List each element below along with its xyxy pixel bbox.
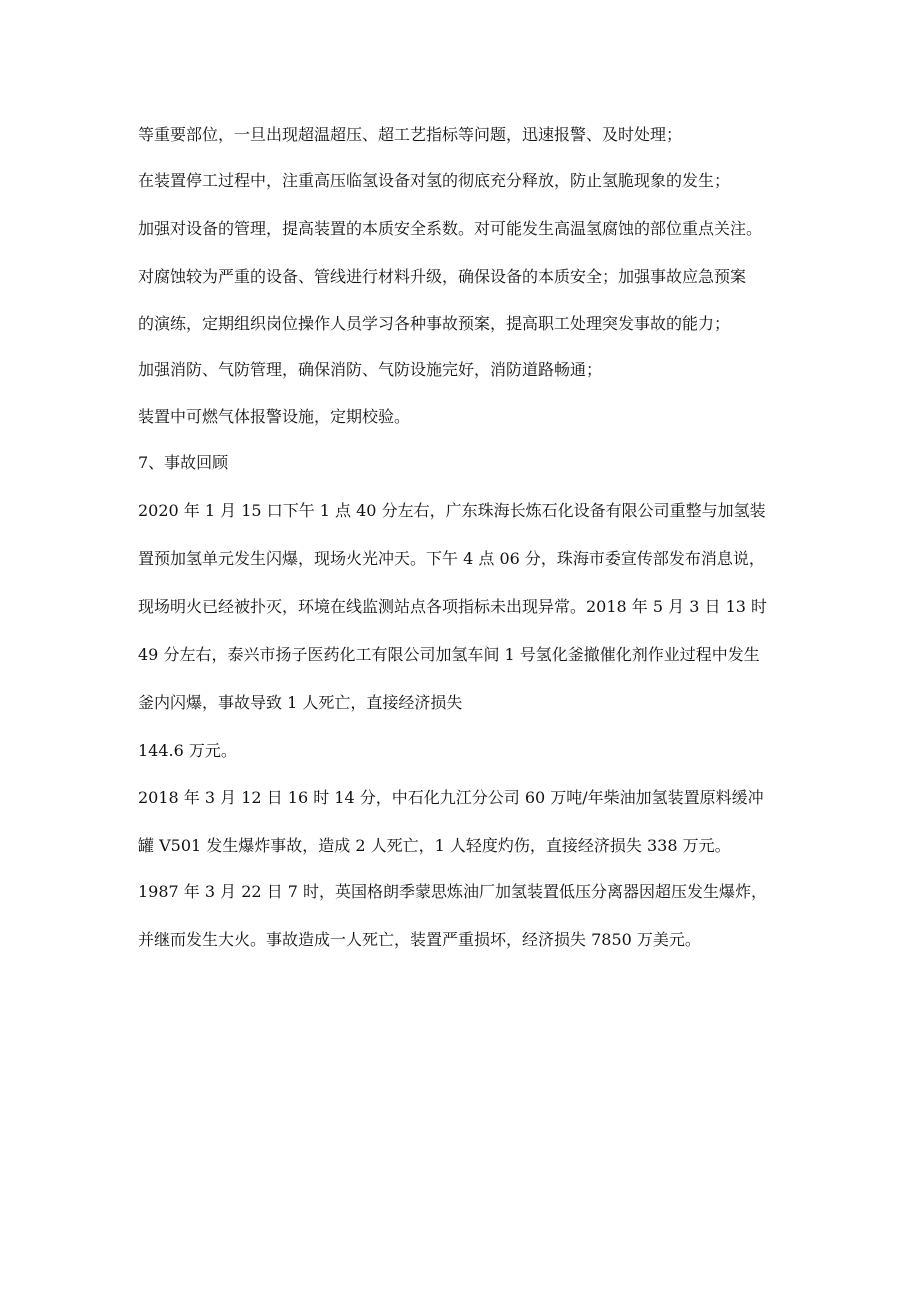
paragraph-line: 釜内闪爆，事故导致 1 人死亡，直接经济损失 [138,693,463,712]
paragraph-line: 加强对设备的管理，提高装置的本质安全系数。对可能发生高温氢腐蚀的部位重点关注。 [138,219,763,238]
document-body [138,117,808,958]
paragraph-line: 等重要部位，一旦出现超温超压、超工艺指标等问题，迅速报警、及时处理； [138,125,683,144]
paragraph-line: 并继而发生大火。事故造成一人死亡，装置严重损坏，经济损失 7850 万美元。 [138,930,701,949]
paragraph-line: 置预加氢单元发生闪爆，现场火光冲天。下午 4 点 06 分，珠海市委宣传部发布消息说， [138,549,765,568]
paragraph-line: 罐 V501 发生爆炸事故，造成 2 人死亡，1 人轻度灼伤，直接经济损失 338 万元。 [138,836,731,855]
paragraph-line: 对腐蚀较为严重的设备、管线进行材料升级，确保设备的本质安全；加强事故应急预案 [138,267,747,286]
paragraph-line: 在装置停工过程中，注重高压临氢设备对氢的彻底充分释放，防止氢脆现象的发生； [138,171,731,190]
paragraph-line: 2020 年 1 月 15 口下午 1 点 40 分左右，广东珠海长炼石化设备有限公司重整与加氢装 [138,501,766,520]
paragraph-line: 1987 年 3 月 22 日 7 时，英国格朗季蒙思炼油厂加氢装置低压分离器因超压发生爆炸， [138,882,768,901]
paragraph-line: 加强消防、气防管理，确保消防、气防设施完好，消防道路畅通； [138,360,603,379]
paragraph-line: 144.6 万元。 [138,741,237,760]
paragraph-line: 的演练，定期组织岗位操作人员学习各种事故预案，提高职工处理突发事故的能力； [138,314,731,333]
paragraph-line: 现场明火已经被扑灭，环境在线监测站点各项指标未出现异常。2018 年 5 月 3 日 13 时 [138,597,768,616]
section-heading: 7、事故回顾 [138,453,229,472]
paragraph-line: 装置中可燃气体报警设施，定期校验。 [138,407,411,426]
paragraph-line: 2018 年 3 月 12 日 16 时 14 分，中石化九江分公司 60 万吨/年柴油加氢装置原料缓冲 [138,788,764,807]
paragraph-line: 49 分左右，泰兴市扬子医药化工有限公司加氢车间 1 号氢化釜撤催化剂作业过程中发生 [138,645,760,664]
